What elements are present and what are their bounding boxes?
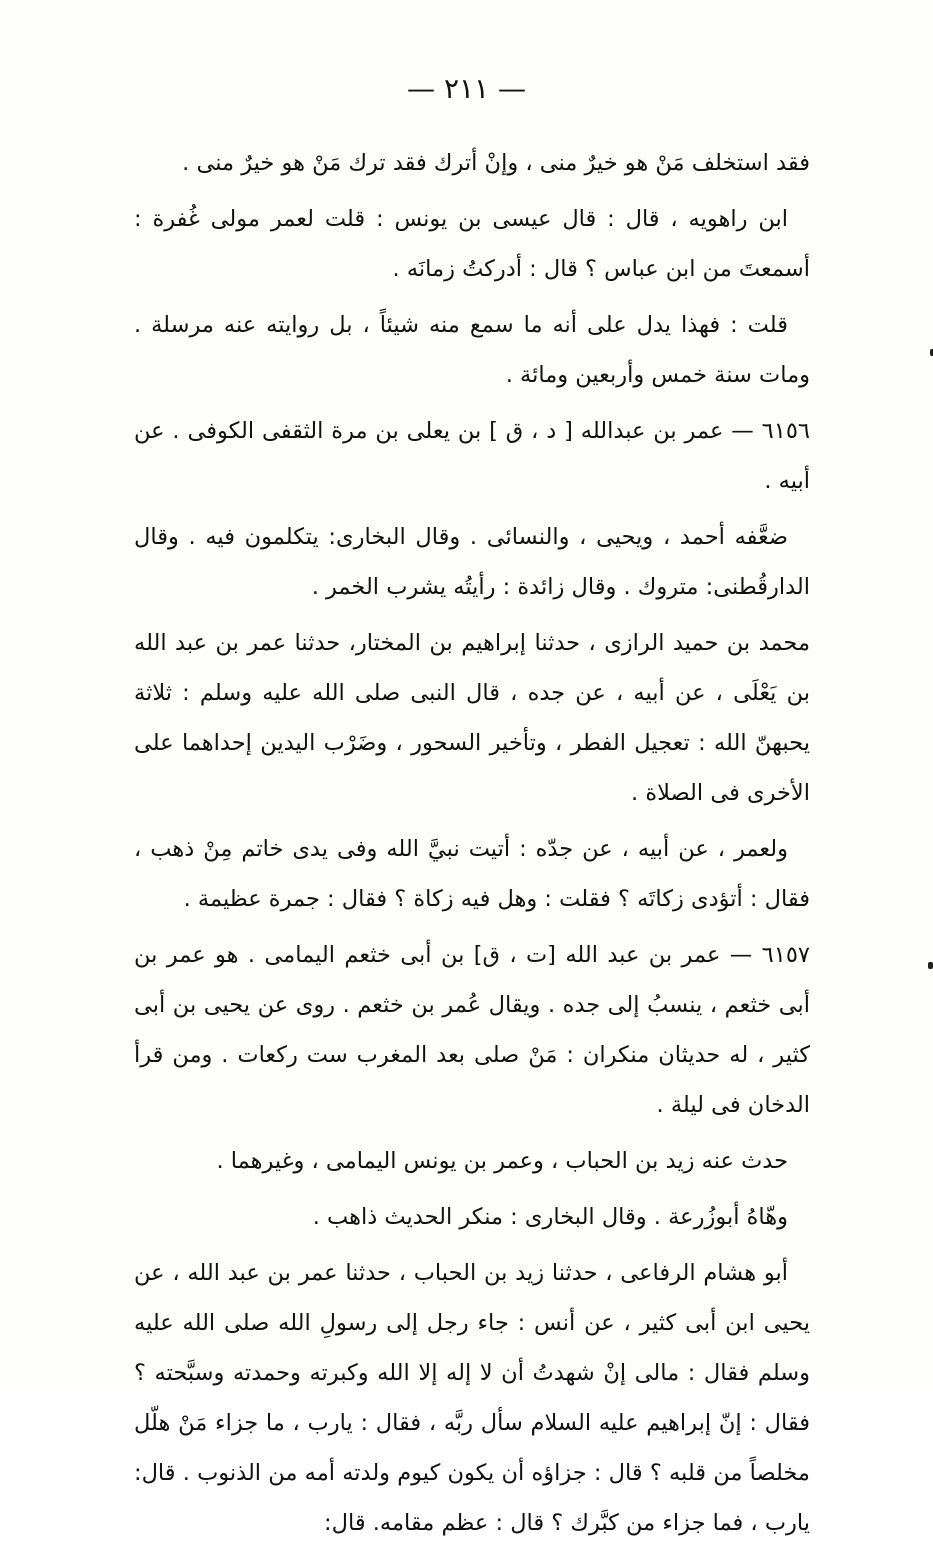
paragraph: ولعمر ، عن أبيه ، عن جدّه : أتيت نبيَّ الله وفى يدى خاتم مِنْ ذهب ، فقال : أتؤدى زكاتَه ؟ فقلت : وهل فيه زكاة ؟ فقال : جمرة عظيمة . (134, 836, 810, 912)
paragraph: حدث عنه زيد بن الحباب ، وعمر بن يونس اليمامى ، وغيرهما . (216, 1148, 788, 1174)
paragraph: ضعَّفه أحمد ، ويحيى ، والنسائى . وقال البخارى: يتكلمون فيه . وقال الدارقُطنى: متروك . وقال زائدة : رأيتُه يشرب الخمر . (134, 524, 810, 600)
paragraph: ابن راهويه ، قال : قال عيسى بن يونس : قلت لعمر مولى غُفرة : أسمعتَ من ابن عباس ؟ قال : أدركتُ زمانَه . (134, 206, 810, 282)
paragraph: محمد بن حميد الرازى ، حدثنا إبراهيم بن المختار، حدثنا عمر بن عبد الله بن يَعْلَى ، عن أبيه ، عن جده ، قال النبى صلى الله عليه وسلم : ثلاثة يحبهنّ الله : تعجيل الفطر ، وتأخير السحور ، وضَرْب اليدين إحداهما على الأخرى فى الصلاة . (134, 630, 810, 806)
entry-heading: ٦١٥٧ — عمر بن عبد الله [ت ، ق] بن أبى خثعم اليمامى . هو عمر بن أبى خثعم ، ينسبُ إلى جده . ويقال عُمر بن خثعم . روى عن يحيى بن أبى كثير ، له حديثان منكران : مَنْ صلى بعد المغرب ست ركعات . ومن قرأ الدخان فى ليلة . (134, 942, 810, 1118)
paragraph: وهّاهُ أبوزُرعة . وقال البخارى : منكر الحديث ذاهب . (312, 1204, 788, 1230)
margin-mark (928, 962, 933, 969)
page-number: — ٢١١ — (407, 72, 526, 105)
page-body (134, 138, 810, 1554)
paragraph: فقد استخلف مَنْ هو خيرٌ منى ، وإنْ أترك فقد ترك مَنْ هو خيرٌ منى . (182, 150, 810, 176)
entry-heading: ٦١٥٦ — عمر بن عبدالله [ د ، ق ] بن يعلى بن مرة الثقفى الكوفى . عن أبيه . (134, 418, 810, 494)
paragraph: قلت : فهذا يدل على أنه ما سمع منه شيئاً ، بل روايته عنه مرسلة . ومات سنة خمس وأربعين ومائة . (134, 312, 810, 388)
paragraph: أبو هشام الرفاعى ، حدثنا زيد بن الحباب ، حدثنا عمر بن عبد الله ، عن يحيى ابن أبى كثير ، عن أنس : جاء رجل إلى رسولِ الله صلى الله عليه وسلم فقال : مالى إنْ شهدتُ أن لا إله إلا الله وكبرته وحمدته وسبَّحته ؟ فقال : إنّ إبراهيم عليه السلام سأل ربَّه ، فقال : يارب ، ما جزاء مَنْ هلّل مخلصاً من قلبه ؟ قال : جزاؤه أن يكون كيوم ولدته أمه من الذنوب . قال: يارب ، فما جزاء من كبَّرك ؟ قال : عظم مقامه. قال: (134, 1260, 810, 1536)
